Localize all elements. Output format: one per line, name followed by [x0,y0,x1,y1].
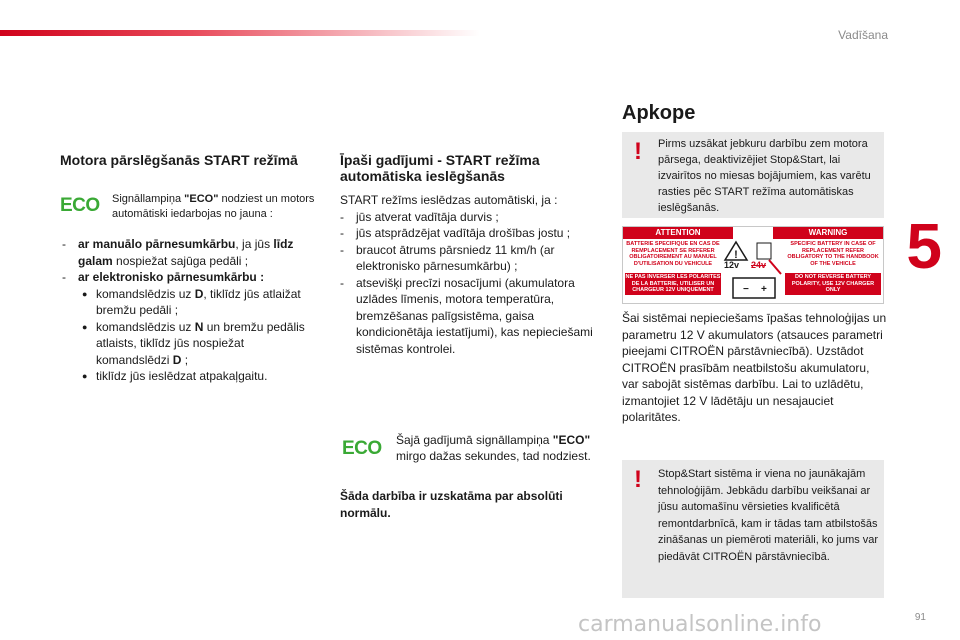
warning-text: Pirms uzsākat jebkuru darbību zem motora pārsega, deaktivizējiet Stop&Start, lai izvairītos no miesas bojājumiem, kas varētu rasties pēc START režīma automātiskas ieslēgšanās. [658,138,871,214]
svg-text:+: + [761,284,767,295]
col1-heading: Motora pārslēgšanās START režīmā [60,152,298,168]
label-attention: ATTENTION [623,227,733,239]
header-accent-bar [0,30,480,36]
warning-box [622,460,884,598]
list-item: - atsevišķi precīzi nosacījumi (akumulatora uzlādes līmenis, motora temperatūra, bremzēšanas palīgsistēma, gaisa kondicionētāja iestatījumi), kas nepieciešami sistēmas kontrolei. [338,275,602,358]
list-item: - ar manuālo pārnesumkārbu, ja jūs līdz galam nospiežat sajūga pedāli ; [60,236,320,269]
eco-icon: ECO [60,195,100,216]
list-item: - braucot ātrums pārsniedz 11 km/h (ar elektronisko pārnesumkārbu) ; [338,242,602,275]
col2-heading: Īpaši gadījumi - START režīma automātiska ieslēgšanās [340,152,540,184]
label-voltage-12: 12v [724,260,740,270]
battery-paragraph: Šai sistēmai nepieciešams īpašas tehnoloģijas un parametru 12 V akumulators (atsauces parametri pieejami CITROËN pārstāvniecībā). Uzstādot CITROËN prasībām neatbilstošu akumulatoru, var sabojāt sistēmas darbību. Lai to uzlādētu, izmantojiet 12 V lādētāju un nesajauciet polaritātes. [622,311,887,424]
warning-icon: ! [634,466,642,493]
label-en-bottom: DO NOT REVERSE BATTERY POLARITY, USE 12V CHARGER ONLY [785,273,881,295]
battery-icon [723,240,785,303]
label-fr-top: BATTERIE SPECIFIQUE EN CAS DE REMPLACEMENT SE REFERER OBLIGATOIREMENT AU MANUEL D'UTILISATION DU VEHICULE [626,241,720,267]
battery-warning-label [622,226,884,304]
col2-intro: START režīms ieslēdzas automātiski, ja : [340,193,558,207]
warning-text: Stop&Start sistēma ir viena no jaunākajām tehnoloģijām. Jebkādu darbību veikšanai ar jūsu automašīnu vērsieties kvalificētā remontdarbnīcā, kam ir tādas tam atbilstošās zināšanas un piemēroti materiāli, ko jums var piedāvāt CITROËN pārstāvniecībā. [658,468,879,563]
col2-note: Šāda darbība ir uzskatāma par absolūti normālu. [340,489,563,520]
label-fr-bottom: NE PAS INVERSER LES POLARITES DE LA BATTERIE, UTILISER UN CHARGEUR 12V UNIQUEMENT [625,274,721,293]
col2-eco-text: Šajā gadījumā signāllampiņa "ECO" mirgo dažas sekundes, tad nodziest. [396,433,591,463]
sub-list-item: ● komandslēdzis uz N un bremžu pedālis atlaists, tiklīdz jūs nospiežat komandslēdzi D ; [82,319,320,369]
svg-text:!: ! [734,249,738,261]
warning-icon: ! [634,138,642,165]
list-item: - jūs atsprādzējat vadītāja drošības jostu ; [338,225,602,242]
sub-list-item: ● tiklīdz jūs ieslēdzat atpakaļgaitu. [82,368,320,385]
label-voltage-24: 24v [751,260,767,270]
label-warning: WARNING [773,227,883,239]
list-item: - ar elektronisko pārnesumkārbu : ● komandslēdzis uz D, tiklīdz jūs atlaižat bremžu pedāli ; ● komandslēdzis uz N un bremžu pedālis atlaists, tiklīdz jūs nospiežat komandslēdzi D ; ● tiklīdz jūs ieslēdzat atpakaļgaitu. [60,269,320,385]
section-title: Vadīšana [838,28,888,42]
label-en-top: SPECIFIC BATTERY IN CASE OF REPLACEMENT REFER OBLIGATORY TO THE HANDBOOK OF THE VEHICLE [787,241,879,267]
chapter-number: 5 [906,210,942,282]
page-number: 91 [914,612,926,623]
sub-list-item: ● komandslēdzis uz D, tiklīdz jūs atlaižat bremžu pedāli ; [82,286,320,319]
col2-list [340,192,602,357]
col1-eco-text: Signāllampiņa "ECO" nodziest un motors automātiski iedarbojas no jauna : [112,193,315,220]
list-item: - jūs atverat vadītāja durvis ; [338,209,602,226]
col3-heading: Apkope [622,102,696,124]
watermark: carmanualsonline.info [578,612,822,637]
warning-box [622,132,884,218]
eco-icon: ECO [342,438,382,459]
svg-text:−: − [743,284,749,295]
col1-list [60,236,320,385]
